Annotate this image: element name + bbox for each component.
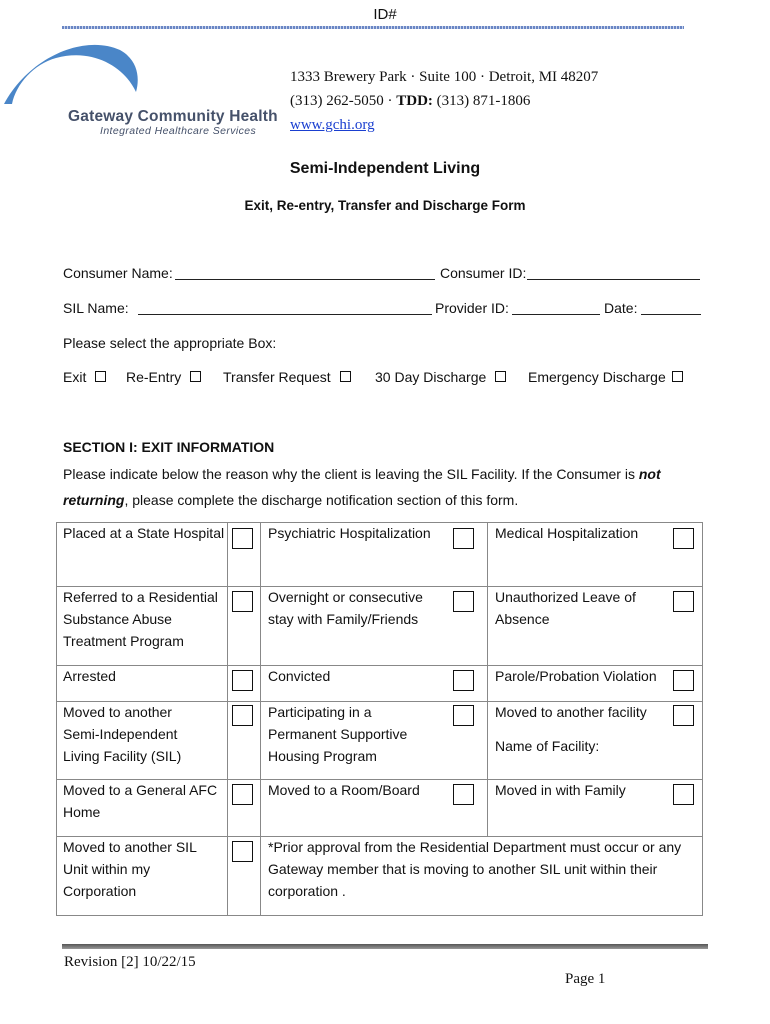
text-line: Gateway member that is moving to another SIL unit within their <box>268 861 658 877</box>
instruction-text-cont: , please complete the discharge notification section of this form. <box>124 492 519 508</box>
website-link[interactable]: www.gchi.org <box>290 117 375 133</box>
form-title: Semi-Independent Living <box>289 160 481 177</box>
option-emergency-label: Emergency Discharge <box>528 369 666 385</box>
text-line: Living Facility (SIL) <box>63 748 182 764</box>
revision-label: Revision [2] 10/22/15 <box>64 954 196 970</box>
text-line: Semi-Independent <box>63 726 178 742</box>
text-line: Moved to another SIL <box>63 839 197 855</box>
checkbox-icon[interactable] <box>95 371 106 382</box>
select-prompt: Please select the appropriate Box: <box>63 335 277 351</box>
checkbox-another-sil[interactable] <box>232 705 253 726</box>
text-line: Home <box>63 804 101 820</box>
reason-another-facility: Moved to another facility <box>495 704 647 720</box>
reason-general-afc <box>63 779 217 823</box>
text-line: stay with Family/Friends <box>268 611 419 627</box>
text-line: Participating in a <box>268 704 372 720</box>
tdd-number: (313) 871-1806 <box>436 93 531 109</box>
option-emergency-discharge[interactable] <box>528 369 683 385</box>
text-line: Moved to a General AFC <box>63 782 218 798</box>
reason-residential-treatment <box>63 586 218 652</box>
id-label: ID# <box>373 6 397 23</box>
emphasis-not: not <box>638 466 661 482</box>
checkbox-unauthorized-leave[interactable] <box>673 591 694 612</box>
page-number: Page 1 <box>565 971 606 987</box>
checkbox-state-hospital[interactable] <box>232 528 253 549</box>
provider-id-field[interactable] <box>512 300 600 315</box>
checkbox-arrested[interactable] <box>232 670 253 691</box>
reason-arrested: Arrested <box>63 668 116 684</box>
text-line: Absence <box>495 611 550 627</box>
table-divider <box>227 522 228 916</box>
text-line: Housing Program <box>268 748 377 764</box>
consumer-id-field[interactable] <box>527 265 700 280</box>
logo-tagline: Integrated Healthcare Services <box>100 125 257 137</box>
reason-parole-violation: Parole/Probation Violation <box>495 668 657 684</box>
tdd-label: TDD: <box>396 93 433 109</box>
address-line: 1333 Brewery Park · Suite 100 · Detroit, MI 48207 <box>290 69 599 85</box>
header-rule <box>62 26 684 29</box>
form-subtitle: Exit, Re-entry, Transfer and Discharge Form <box>244 198 526 213</box>
footer-rule <box>62 944 708 949</box>
text-line: Referred to a Residential <box>63 589 218 605</box>
reason-overnight-stay <box>268 586 423 630</box>
sil-name-field[interactable] <box>138 300 432 315</box>
emphasis-returning: returning <box>63 492 125 508</box>
table-divider <box>260 522 261 916</box>
reason-room-board: Moved to a Room/Board <box>268 782 420 798</box>
section-instructions <box>63 466 661 482</box>
reason-unauthorized-leave <box>495 586 636 630</box>
date-field[interactable] <box>641 300 701 315</box>
reason-another-sil <box>63 701 181 767</box>
reason-sil-unit-corporation <box>63 836 197 902</box>
date-label: Date: <box>604 300 638 316</box>
text-line: Unauthorized Leave of <box>495 589 636 605</box>
table-divider <box>487 522 488 837</box>
reason-state-hospital: Placed at a State Hospital <box>63 525 225 541</box>
prior-approval-note <box>268 836 681 902</box>
sil-name-label: SIL Name: <box>63 300 129 316</box>
checkbox-general-afc[interactable] <box>232 784 253 805</box>
checkbox-icon[interactable] <box>340 371 351 382</box>
option-transfer-request[interactable] <box>223 369 351 385</box>
checkbox-convicted[interactable] <box>453 670 474 691</box>
text-line: *Prior approval from the Residential Department must occur or any <box>268 839 682 855</box>
checkbox-residential-treatment[interactable] <box>232 591 253 612</box>
instruction-text: Please indicate below the reason why the client is leaving the SIL Facility. If the Consumer is <box>63 466 639 482</box>
phone-number: (313) 262-5050 · <box>290 93 397 109</box>
option-30-day-label: 30 Day Discharge <box>375 369 487 385</box>
checkbox-icon[interactable] <box>672 371 683 382</box>
option-exit-label: Exit <box>63 369 87 385</box>
reason-medical: Medical Hospitalization <box>495 525 639 541</box>
text-line: corporation . <box>268 883 346 899</box>
text-line: Corporation <box>63 883 137 899</box>
text-line: Moved to another <box>63 704 172 720</box>
consumer-id-label: Consumer ID: <box>440 265 527 281</box>
provider-id-label: Provider ID: <box>435 300 509 316</box>
checkbox-icon[interactable] <box>190 371 201 382</box>
text-line: Substance Abuse <box>63 611 172 627</box>
reason-with-family: Moved in with Family <box>495 782 626 798</box>
logo-name: Gateway Community Health <box>68 108 278 125</box>
reason-convicted: Convicted <box>268 668 331 684</box>
text-line: Unit within my <box>63 861 151 877</box>
checkbox-medical[interactable] <box>673 528 694 549</box>
section-heading: SECTION I: EXIT INFORMATION <box>63 439 275 455</box>
option-30-day-discharge[interactable] <box>375 369 506 385</box>
reason-supportive-housing <box>268 701 407 767</box>
option-re-entry[interactable] <box>126 369 201 385</box>
option-re-entry-label: Re-Entry <box>126 369 182 385</box>
reason-psychiatric: Psychiatric Hospitalization <box>268 525 431 541</box>
checkbox-with-family[interactable] <box>673 784 694 805</box>
option-exit[interactable] <box>63 369 106 385</box>
text-line: Permanent Supportive <box>268 726 408 742</box>
text-line: Treatment Program <box>63 633 184 649</box>
consumer-name-field[interactable] <box>175 265 435 280</box>
checkbox-sil-unit-corporation[interactable] <box>232 841 253 862</box>
checkbox-icon[interactable] <box>495 371 506 382</box>
checkbox-another-facility[interactable] <box>673 705 694 726</box>
checkbox-supportive-housing[interactable] <box>453 705 474 726</box>
logo-arc-icon <box>4 45 138 104</box>
option-transfer-label: Transfer Request <box>223 369 331 385</box>
text-line: Overnight or consecutive <box>268 589 423 605</box>
checkbox-psychiatric[interactable] <box>453 528 474 549</box>
phone-line <box>290 93 530 110</box>
consumer-name-label: Consumer Name: <box>63 265 173 281</box>
facility-name-label: Name of Facility: <box>495 738 600 754</box>
checkbox-room-board[interactable] <box>453 784 474 805</box>
section-instructions-cont <box>63 492 518 508</box>
checkbox-overnight-stay[interactable] <box>453 591 474 612</box>
checkbox-parole-violation[interactable] <box>673 670 694 691</box>
